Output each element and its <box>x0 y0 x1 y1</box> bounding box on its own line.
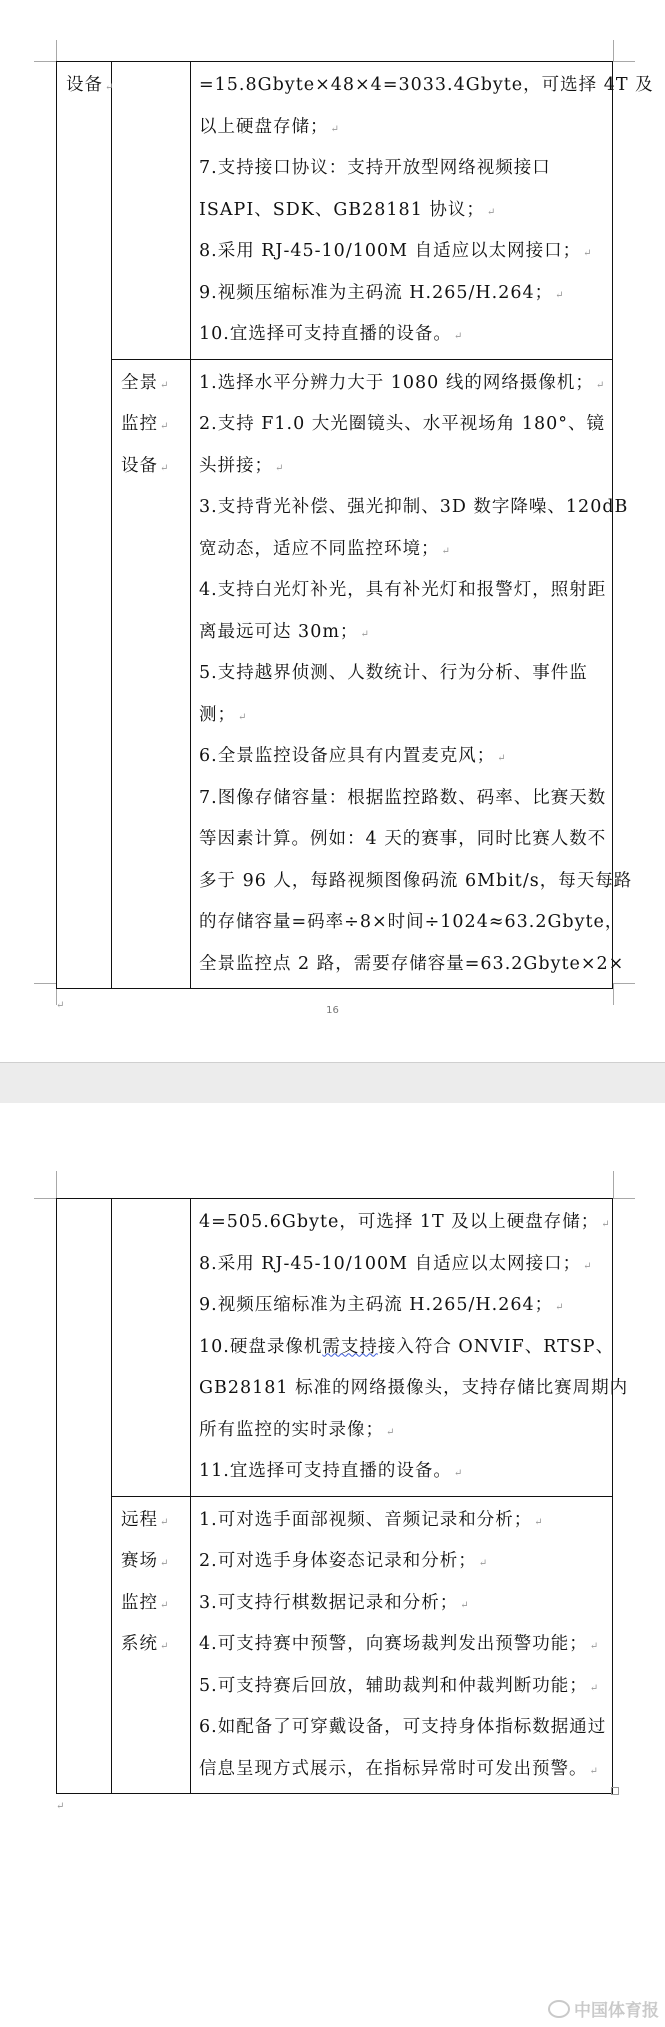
table-row <box>57 359 613 989</box>
margin-corner-mark <box>613 40 614 61</box>
subcategory-label: 设备 ↵ <box>112 446 190 488</box>
requirements-cell <box>191 1496 613 1794</box>
margin-corner-mark <box>56 40 57 61</box>
requirement-line: 3.可支持行棋数据记录和分析； ↵ <box>191 1583 612 1625</box>
requirement-line: 5.可支持赛后回放，辅助裁判和仲裁判断功能； ↵ <box>191 1666 612 1708</box>
requirement-line: 全景监控点 2 路，需要存储容量=63.2Gbyte×2× <box>199 953 625 974</box>
requirement-line: 所有监控的实时录像； ↵ <box>191 1410 612 1452</box>
requirement-text: 接入符合 ONVIF、RTSP、 <box>377 1336 615 1357</box>
subcategory-cell <box>112 1496 191 1794</box>
requirement-line: 3.支持背光补偿、强光抑制、3D 数字降噪、120dB <box>199 497 629 517</box>
paragraph-mark: ↵ <box>56 1000 65 1011</box>
watermark <box>548 1996 659 2021</box>
requirement-line: 宽动态，适应不同监控环境； ↵ <box>191 529 612 571</box>
table-row <box>57 1496 613 1794</box>
requirement-line: 10.宜选择可支持直播的设备。 ↵ <box>191 314 612 356</box>
subcategory-label: 赛场 ↵ <box>112 1541 190 1583</box>
requirement-line: =15.8Gbyte×48×4=3033.4Gbyte，可选择 4T 及 <box>199 75 654 95</box>
subcategory-label: 系统 ↵ <box>112 1624 190 1666</box>
requirement-line: 1.选择水平分辨力大于 1080 线的网络摄像机； ↵ <box>191 363 612 405</box>
subcategory-cell <box>112 1199 191 1497</box>
requirement-line: 6.如配备了可穿戴设备，可支持身体指标数据通过 <box>199 1717 607 1737</box>
spec-table-page-1 <box>56 61 654 989</box>
subcategory-cell <box>112 62 191 360</box>
margin-corner-mark <box>613 1198 635 1199</box>
requirement-line: 9.视频压缩标准为主码流 H.265/H.264； ↵ <box>191 1285 612 1327</box>
margin-corner-mark <box>613 983 614 1005</box>
requirement-line: 4.可支持赛中预警，向赛场裁判发出预警功能； ↵ <box>191 1624 612 1666</box>
requirement-line: 等因素计算。例如：4 天的赛事，同时比赛人数不 <box>199 829 607 849</box>
subcategory-label: 监控 ↵ <box>112 404 190 446</box>
paragraph-mark: ↵ <box>56 1801 65 1812</box>
margin-corner-mark <box>56 1171 57 1198</box>
table-row <box>57 62 613 360</box>
margin-corner-mark <box>34 61 56 62</box>
requirement-line: 的存储容量=码率÷8×时间÷1024≈63.2Gbyte， <box>199 912 624 932</box>
requirement-line: GB28181 标准的网络摄像头，支持存储比赛周期内 <box>199 1378 629 1398</box>
requirement-line: ISAPI、SDK、GB28181 协议； ↵ <box>191 190 612 232</box>
margin-corner-mark <box>34 983 56 984</box>
requirement-line: 头拼接； ↵ <box>191 446 612 488</box>
page-number: 16 <box>326 1005 339 1016</box>
requirement-line: 离最远可达 30m； ↵ <box>191 612 612 654</box>
requirement-line: 6.全景监控设备应具有内置麦克风； ↵ <box>191 736 612 778</box>
requirement-text: 10.硬盘录像机 <box>199 1336 323 1357</box>
subcategory-label: 全景 ↵ <box>112 363 190 405</box>
subcategory-cell <box>112 359 191 989</box>
category-label: 设备 ↵ <box>57 65 111 107</box>
requirement-line: 4.支持白光灯补光，具有补光灯和报警灯，照射距 <box>199 580 607 600</box>
requirement-line: 8.采用 RJ-45-10/100M 自适应以太网接口； ↵ <box>191 1244 612 1286</box>
requirement-line: 11.宜选择可支持直播的设备。 ↵ <box>191 1451 612 1493</box>
margin-corner-mark <box>613 61 635 62</box>
weibo-logo-icon <box>548 2000 570 2018</box>
requirement-line: 2.可对选手身体姿态记录和分析； ↵ <box>191 1541 612 1583</box>
requirement-line: 1.可对选手面部视频、音频记录和分析； ↵ <box>191 1500 612 1542</box>
document-page-2 <box>0 1103 665 2027</box>
table-row <box>57 1199 613 1497</box>
spellcheck-underlined-text: 需支持 <box>322 1336 378 1357</box>
requirement-line: 测； ↵ <box>191 695 612 737</box>
page-break-gap <box>0 1062 665 1104</box>
spec-table-page-2 <box>56 1198 629 1794</box>
requirement-line: 9.视频压缩标准为主码流 H.265/H.264； ↵ <box>191 273 612 315</box>
requirement-line: 4=505.6Gbyte，可选择 1T 及以上硬盘存储； ↵ <box>191 1202 612 1244</box>
margin-corner-mark <box>34 1198 56 1199</box>
requirements-cell <box>191 1199 629 1497</box>
category-cell <box>57 1199 112 1794</box>
requirement-line: 5.支持越界侦测、人数统计、行为分析、事件监 <box>199 663 588 683</box>
requirement-line: 多于 96 人，每路视频图像码流 6Mbit/s，每天每路 <box>199 870 633 891</box>
requirement-line <box>191 1327 615 1369</box>
requirements-cell <box>191 359 633 989</box>
requirement-line: 信息呈现方式展示，在指标异常时可发出预警。 ↵ <box>191 1749 612 1791</box>
requirement-line: 2.支持 F1.0 大光圈镜头、水平视场角 180°、镜 <box>199 414 606 434</box>
margin-corner-mark <box>613 1171 614 1198</box>
requirement-line: 7.图像存储容量：根据监控路数、码率、比赛天数 <box>199 787 607 808</box>
subcategory-label: 远程 ↵ <box>112 1500 190 1542</box>
requirement-line: 8.采用 RJ-45-10/100M 自适应以太网接口； ↵ <box>191 231 612 273</box>
category-cell <box>57 62 112 989</box>
requirement-line: 以上硬盘存储； ↵ <box>191 107 612 149</box>
watermark-text: 中国体育报 <box>574 2001 659 2021</box>
requirements-cell <box>191 62 654 360</box>
table-resize-handle[interactable] <box>611 1787 619 1795</box>
requirement-line: 7.支持接口协议：支持开放型网络视频接口 <box>199 158 551 178</box>
subcategory-label: 监控 ↵ <box>112 1583 190 1625</box>
